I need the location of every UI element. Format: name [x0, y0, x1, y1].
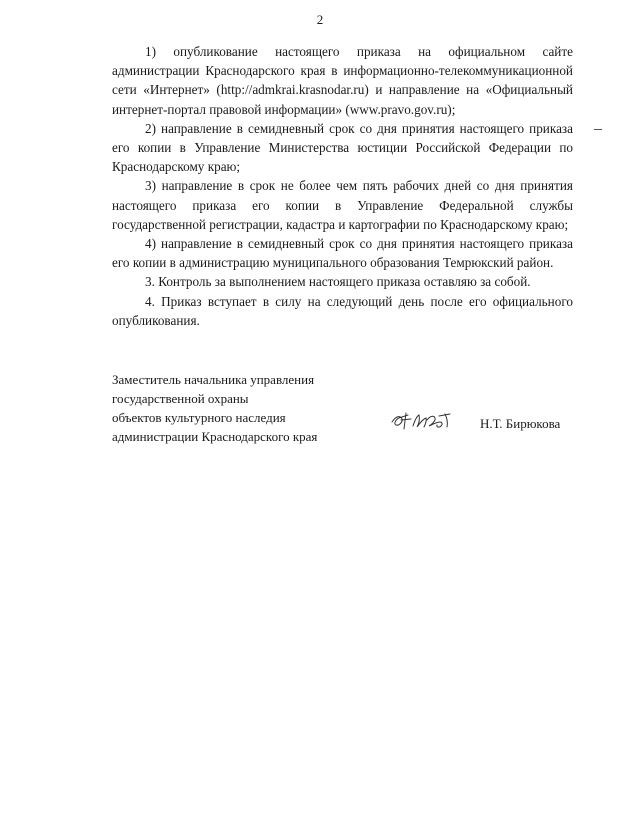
signatory-name: Н.Т. Бирюкова	[480, 416, 561, 431]
paragraph-publication: 1) опубликование настоящего приказа на официальном сайте администрации Краснодарского края в информационно-телекоммуникационной сети «Интернет» (http://admkrai.krasnodar.ru) и направление на «Официальный интернет-портал правовой информации» (www.pravo.gov.ru);	[112, 44, 573, 117]
signatory-position	[112, 370, 362, 446]
signatory-position-line: Заместитель начальника управления	[112, 372, 315, 387]
paragraph-temryuk-district: 4) направление в семидневный срок со дня принятия настоящего приказа его копии в администрацию муниципального образования Темрюкский район.	[112, 236, 573, 271]
paragraph-entry-into-force: 4. Приказ вступает в силу на следующий день после его официального опубликования.	[112, 293, 573, 328]
paragraph-control: 3. Контроль за выполнением настоящего приказа оставляю за собой.	[145, 274, 531, 290]
scan-artifact-mark	[594, 129, 602, 130]
paragraph-ministry-of-justice: 2) направление в семидневный срок со дня принятия настоящего приказа его копии в Управление Министерства юстиции Российской Федерации по Краснодарскому краю;	[112, 120, 573, 175]
signatory-position-line: государственной охраны	[112, 391, 249, 406]
page-number: 2	[316, 12, 324, 27]
signatory-position-line: объектов культурного наследия	[112, 410, 286, 425]
signatory-position-line: администрации Краснодарского края	[112, 429, 318, 444]
document-body	[112, 42, 573, 330]
paragraph-rosreestr: 3) направление в срок не более чем пять рабочих дней со дня принятия настоящего приказа его копии в Управление Федеральной службы государственной регистрации, кадастра и картографии по Краснодарскому краю;	[112, 178, 573, 232]
signature-block	[112, 370, 582, 450]
handwritten-signature	[390, 410, 454, 432]
